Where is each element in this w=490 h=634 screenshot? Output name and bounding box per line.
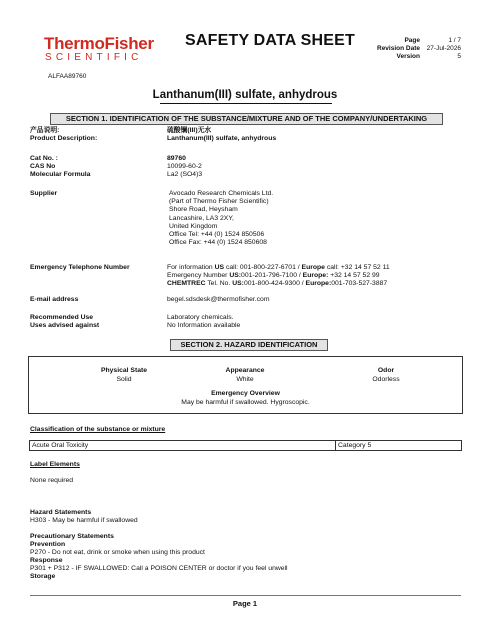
header-meta-labels [370, 37, 420, 61]
storage-title: Storage [30, 573, 56, 580]
revision-label: Revision Date [377, 45, 420, 52]
brand-logo-primary: ThermoFisher [44, 34, 154, 53]
classification-category: Category 5 [338, 442, 372, 449]
cas-label: CAS No [30, 163, 56, 170]
section2-heading: SECTION 2. HAZARD IDENTIFICATION [170, 339, 328, 351]
version-label: Version [396, 53, 420, 60]
classification-title: Classification of the substance or mixture [30, 426, 166, 433]
emergency-overview-value: May be harmful if swallowed. Hygroscopic. [181, 399, 310, 406]
hazard-statement: H303 - May be harmful if swallowed [30, 517, 138, 524]
odor-value: Odorless [372, 376, 400, 383]
odor-label: Odor [377, 367, 395, 374]
footer-divider [30, 595, 461, 596]
label-elements-title: Label Elements [30, 461, 80, 468]
supplier-line: (Part of Thermo Fisher Scientific) [169, 198, 269, 206]
page-value: 1 / 7 [448, 37, 461, 44]
emergency-phone-block [167, 264, 390, 289]
physical-state-value: Solid [116, 376, 132, 383]
appearance-label: Appearance [225, 367, 265, 374]
response-text: P301 + P312 - IF SWALLOWED: Call a POISON CENTER or doctor if you feel unwell [30, 565, 288, 572]
classification-table [29, 440, 462, 451]
emergency-phone-label: Emergency Telephone Number [30, 264, 130, 271]
version-value: 5 [457, 53, 461, 60]
label-elements-value: None required [30, 477, 74, 484]
hazard-statements-title: Hazard Statements [30, 509, 92, 516]
product-code: ALFAA89760 [48, 73, 87, 80]
uses-advised-against-value: No Information available [167, 322, 241, 329]
footer-page-number: Page 1 [232, 599, 258, 608]
chinese-product-value: 硫酸镧(III)无水 [167, 127, 212, 134]
supplier-line: Shore Road, Heysham [169, 206, 238, 214]
chinese-product-label: 产品说明: [30, 127, 60, 134]
supplier-line: Office Fax: +44 (0) 1524 850608 [169, 239, 267, 247]
substance-title: Lanthanum(III) sulfate, anhydrous [152, 89, 338, 101]
recommended-use-value: Laboratory chemicals. [167, 314, 234, 321]
supplier-label: Supplier [30, 190, 58, 197]
brand-logo-secondary: SCIENTIFIC [45, 52, 143, 63]
prevention-text: P270 - Do not eat, drink or smoke when using this product [30, 549, 205, 556]
emergency-line-chemtrec: CHEMTREC Tel. No. US:001-800-424-9300 / Europe:001-703-527-3887 [167, 280, 388, 288]
response-title: Response [30, 557, 63, 564]
supplier-line: Lancashire, LA3 2XY, [169, 214, 234, 222]
recommended-use-label: Recommended Use [30, 314, 94, 321]
prevention-title: Prevention [30, 541, 66, 548]
formula-label: Molecular Formula [30, 171, 91, 178]
page-label: Page [404, 37, 420, 44]
physical-state-label: Physical State [100, 367, 148, 374]
classification-divider [335, 441, 336, 450]
cat-no-value: 89760 [167, 155, 186, 162]
supplier-line: Avocado Research Chemicals Ltd. [169, 190, 274, 197]
classification-name: Acute Oral Toxicity [32, 442, 89, 449]
emergency-line-info: For information US call: 001-800-227-6701 / Europe call: +32 14 57 52 11 [167, 264, 390, 271]
formula-value: La2 (SO4)3 [167, 171, 203, 178]
substance-title-underline [160, 103, 332, 104]
appearance-value: White [236, 376, 254, 383]
precautionary-title: Precautionary Statements [30, 533, 114, 540]
product-description-label: Product Description: [30, 135, 98, 142]
emergency-overview-label: Emergency Overview [211, 390, 280, 397]
product-description-value: Lanthanum(III) sulfate, anhydrous [167, 135, 277, 142]
supplier-line: United Kingdom [169, 222, 218, 230]
email-label: E-mail address [30, 296, 79, 303]
hazard-overview-box [28, 356, 463, 414]
revision-value: 27-Jul-2026 [426, 45, 461, 52]
uses-advised-against-label: Uses advised against [30, 322, 100, 329]
section1-heading: SECTION 1. IDENTIFICATION OF THE SUBSTANCE/MIXTURE AND OF THE COMPANY/UNDERTAKING [50, 113, 443, 125]
cas-value: 10099-60-2 [167, 163, 202, 170]
email-value[interactable]: begel.sdsdesk@thermofisher.com [167, 296, 270, 303]
supplier-address [169, 190, 273, 247]
document-title: SAFETY DATA SHEET [185, 32, 355, 49]
header-meta-values [423, 37, 461, 61]
emergency-line-number: Emergency Number US:001-201-796-7100 / Europe: +32 14 57 52 99 [167, 272, 380, 280]
supplier-line: Office Tel: +44 (0) 1524 850506 [169, 231, 265, 239]
cat-no-label: Cat No. : [30, 155, 58, 162]
